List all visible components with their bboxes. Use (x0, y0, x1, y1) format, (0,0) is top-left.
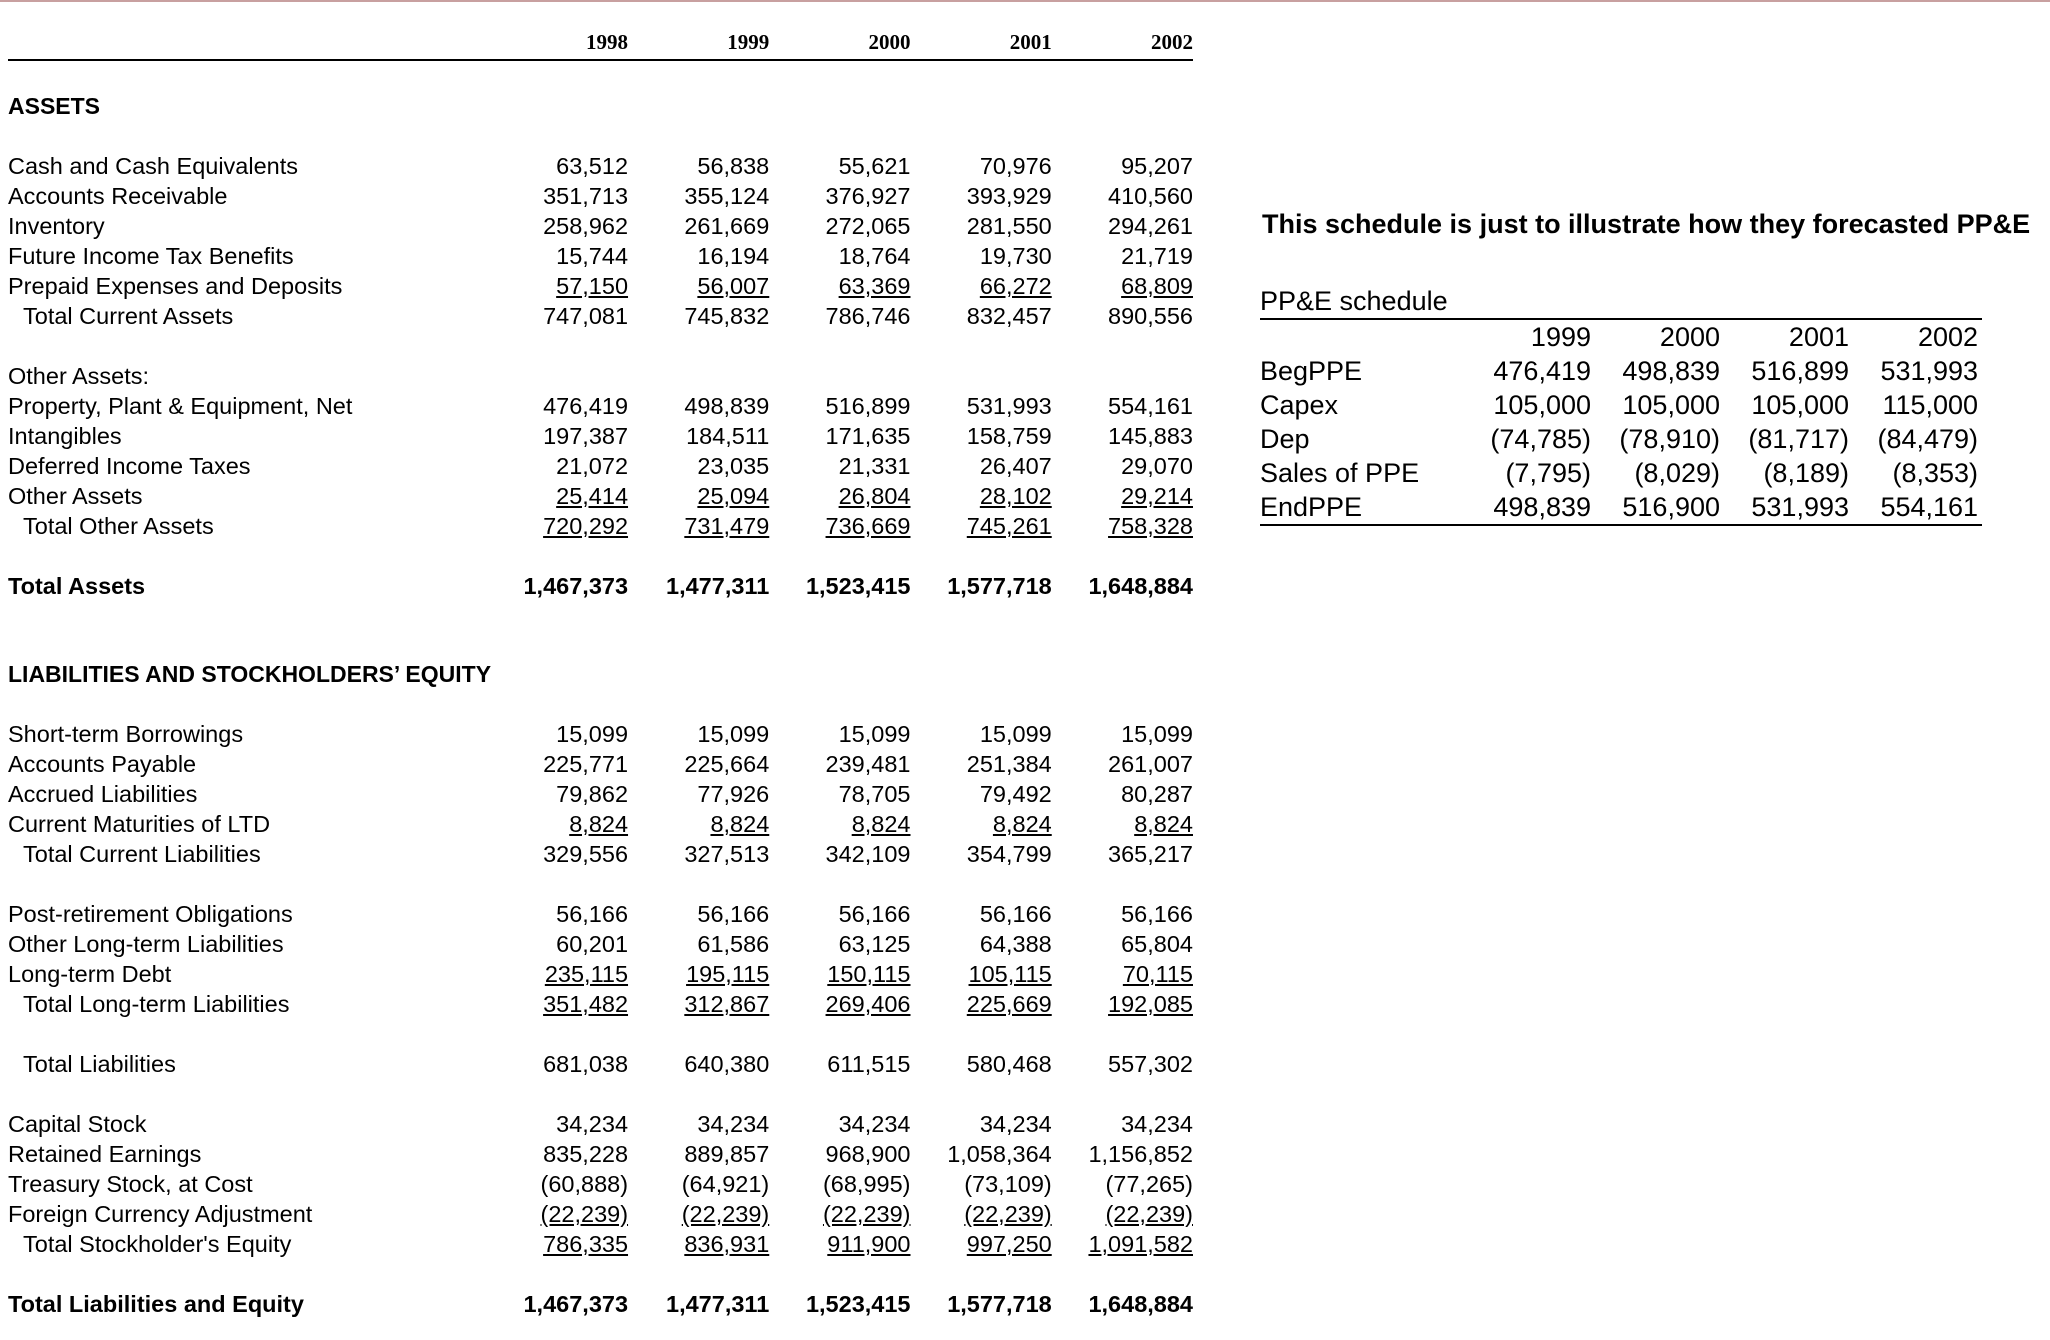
row-label: Accrued Liabilities (8, 781, 198, 807)
cell-value: (74,785) (1490, 424, 1591, 454)
row-label: Inventory (8, 213, 105, 239)
schedule-note: This schedule is just to illustrate how they forecasted PP&E (1262, 209, 2031, 239)
cell-value: 34,234 (697, 1111, 770, 1137)
table-row (8, 1199, 1193, 1229)
cell-value: 70,115 (1122, 961, 1193, 987)
cell-value: 80,287 (1121, 781, 1193, 807)
cell-value: 786,746 (825, 303, 911, 329)
cell-value: 25,094 (697, 483, 770, 509)
cell-value: 239,481 (825, 751, 911, 777)
cell-value: 184,511 (686, 423, 770, 449)
cell-value: 15,099 (979, 721, 1052, 747)
cell-value: 26,407 (979, 453, 1052, 479)
cell-value: 531,993 (1724, 490, 1853, 525)
table-row (1260, 490, 1982, 525)
cell-value: 890,556 (1108, 303, 1193, 329)
table-row (1260, 422, 1982, 456)
cell-value: 8,824 (569, 811, 629, 837)
cell-value: 365,217 (1108, 841, 1193, 867)
year-header: 1999 (1530, 322, 1591, 352)
cell-value: 889,857 (684, 1141, 770, 1167)
cell-value: 1,156,852 (1088, 1141, 1193, 1167)
cell-value: 34,234 (556, 1111, 629, 1137)
cell-value: 354,799 (966, 841, 1052, 867)
cell-value: 557,302 (1108, 1051, 1193, 1077)
cell-value: 95,207 (1121, 153, 1193, 179)
cell-value: 171,635 (825, 423, 911, 449)
row-label: EndPPE (1260, 490, 1466, 525)
cell-value: 745,261 (966, 513, 1052, 539)
row-label: Accounts Receivable (8, 183, 228, 209)
cell-value: 65,804 (1121, 931, 1193, 957)
row-label: Treasury Stock, at Cost (8, 1171, 253, 1197)
cell-value: 225,771 (543, 751, 629, 777)
cell-value: (22,239) (964, 1201, 1052, 1227)
row-label: Retained Earnings (8, 1141, 202, 1167)
cell-value: 1,523,415 (805, 573, 911, 599)
row-label: Cash and Cash Equivalents (8, 153, 299, 179)
cell-value: (8,189) (1763, 458, 1849, 488)
row-label: Short-term Borrowings (8, 721, 244, 747)
cell-value: 61,586 (697, 931, 770, 957)
row-label: Long-term Debt (8, 961, 172, 987)
cell-value: 64,388 (979, 931, 1052, 957)
row-label: Total Other Assets (23, 513, 214, 539)
cell-value: (22,239) (540, 1201, 629, 1227)
cell-value: 294,261 (1108, 213, 1193, 239)
cell-value: 70,976 (979, 153, 1052, 179)
cell-value: 66,272 (979, 273, 1052, 299)
cell-value: 56,166 (1121, 901, 1193, 927)
cell-value: 55,621 (838, 153, 911, 179)
table-row (8, 211, 1193, 241)
cell-value: 57,150 (556, 273, 629, 299)
row-label: Total Liabilities (23, 1051, 176, 1077)
cell-value: 8,824 (851, 811, 911, 837)
cell-value: 312,867 (684, 991, 770, 1017)
cell-value: 115,000 (1882, 390, 1979, 420)
cell-value: 272,065 (825, 213, 911, 239)
table-row (8, 421, 1193, 451)
table-row (8, 1109, 1193, 1139)
ppe-schedule-title: PP&E schedule (1260, 284, 1982, 319)
cell-value: 29,214 (1121, 483, 1193, 509)
cell-value: 410,560 (1108, 183, 1193, 209)
cell-value: 79,862 (556, 781, 629, 807)
cell-value: (60,888) (540, 1171, 629, 1197)
cell-value: 516,900 (1595, 490, 1724, 525)
cell-value: 105,115 (968, 961, 1052, 987)
cell-value: 736,669 (825, 513, 911, 539)
cell-value: 105,000 (1622, 390, 1720, 420)
cell-value: 997,250 (966, 1231, 1052, 1257)
cell-value: (22,239) (681, 1201, 770, 1227)
cell-value: 18,764 (838, 243, 911, 269)
cell-value: 269,406 (825, 991, 911, 1017)
cell-value: 640,380 (684, 1051, 770, 1077)
cell-value: 26,804 (838, 483, 911, 509)
cell-value: 554,161 (1853, 490, 1982, 525)
cell-value: 197,387 (543, 423, 629, 449)
cell-value: 355,124 (684, 183, 770, 209)
cell-value: 1,577,718 (947, 573, 1052, 599)
cell-value: (73,109) (964, 1171, 1052, 1197)
cell-value: 56,166 (556, 901, 629, 927)
cell-value: 78,705 (838, 781, 911, 807)
cell-value: 15,744 (556, 243, 629, 269)
cell-value: (7,795) (1505, 458, 1591, 488)
cell-value: 1,058,364 (947, 1141, 1052, 1167)
cell-value: 28,102 (979, 483, 1052, 509)
cell-value: 34,234 (979, 1111, 1052, 1137)
cell-value: 611,515 (827, 1051, 911, 1077)
cell-value: 1,477,311 (666, 1291, 770, 1317)
cell-value: 34,234 (1121, 1111, 1193, 1137)
year-header: 1998 (487, 21, 628, 60)
cell-value: (22,239) (1105, 1201, 1193, 1227)
cell-value: 531,993 (966, 393, 1052, 419)
cell-value: 225,664 (684, 751, 770, 777)
cell-value: 56,838 (697, 153, 770, 179)
cell-value: 105,000 (1751, 390, 1849, 420)
row-label: Capital Stock (8, 1111, 147, 1137)
cell-value: 1,523,415 (805, 1291, 911, 1317)
cell-value: 498,839 (1622, 356, 1720, 386)
cell-value: 258,962 (543, 213, 629, 239)
cell-value: (68,995) (822, 1171, 911, 1197)
total-liabilities-row (8, 1049, 1193, 1079)
table-row (1260, 388, 1982, 422)
row-label: Total Current Liabilities (23, 841, 261, 867)
row-label: Total Liabilities and Equity (8, 1291, 304, 1317)
cell-value: 63,369 (838, 273, 911, 299)
cell-value: 192,085 (1108, 991, 1193, 1017)
cell-value: 56,007 (697, 273, 770, 299)
cell-value: (22,239) (822, 1201, 911, 1227)
row-label: Post-retirement Obligations (8, 901, 293, 927)
cell-value: 747,081 (543, 303, 629, 329)
cell-value: 531,993 (1880, 356, 1979, 386)
table-row (1260, 456, 1982, 490)
cell-value: 329,556 (543, 841, 629, 867)
row-label: Current Maturities of LTD (8, 811, 271, 837)
cell-value: 836,931 (684, 1231, 770, 1257)
cell-value: 235,115 (544, 961, 629, 987)
cell-value: 251,384 (966, 751, 1052, 777)
cell-value: (84,479) (1877, 424, 1979, 454)
row-label: Total Stockholder's Equity (23, 1231, 292, 1257)
row-label: Total Assets (8, 573, 146, 599)
row-label: Deferred Income Taxes (8, 453, 251, 479)
row-label: Prepaid Expenses and Deposits (8, 273, 343, 299)
ppe-schedule-table (1260, 284, 1982, 526)
cell-value: 23,035 (697, 453, 770, 479)
cell-value: 498,839 (1466, 490, 1595, 525)
assets-heading: ASSETS (8, 93, 101, 119)
cell-value: 225,669 (966, 991, 1052, 1017)
cell-value: 1,648,884 (1088, 573, 1193, 599)
table-row (8, 1139, 1193, 1169)
cell-value: 60,201 (556, 931, 629, 957)
cell-value: 195,115 (686, 961, 770, 987)
cell-value: 56,166 (697, 901, 770, 927)
cell-value: 342,109 (825, 841, 911, 867)
cell-value: 911,900 (827, 1231, 911, 1257)
row-label: Foreign Currency Adjustment (8, 1201, 313, 1227)
cell-value: 327,513 (684, 841, 770, 867)
table-row (8, 779, 1193, 809)
table-row (8, 481, 1193, 511)
row-label: BegPPE (1260, 356, 1363, 386)
cell-value: 1,467,373 (523, 573, 629, 599)
table-row (8, 929, 1193, 959)
cell-value: 15,099 (697, 721, 770, 747)
subtotal-row (8, 511, 1193, 541)
cell-value: 158,759 (966, 423, 1052, 449)
total-assets-row (8, 571, 1193, 601)
cell-value: 79,492 (979, 781, 1052, 807)
cell-value: 105,000 (1493, 390, 1591, 420)
cell-value: 16,194 (697, 243, 770, 269)
cell-value: 580,468 (966, 1051, 1052, 1077)
year-header: 2001 (1788, 322, 1849, 352)
row-label: Dep (1260, 424, 1310, 454)
year-header-row (8, 21, 1193, 60)
liabilities-heading: LIABILITIES AND STOCKHOLDERS’ EQUITY (8, 661, 492, 687)
cell-value: 261,669 (684, 213, 770, 239)
cell-value: (64,921) (681, 1171, 770, 1197)
cell-value: 786,335 (543, 1231, 629, 1257)
year-header: 2002 (1052, 21, 1193, 60)
cell-value: 731,479 (684, 513, 770, 539)
cell-value: 835,228 (543, 1141, 629, 1167)
cell-value: 351,482 (543, 991, 629, 1017)
cell-value: 516,899 (1751, 356, 1849, 386)
subtotal-row (8, 989, 1193, 1019)
cell-value: 476,419 (543, 393, 629, 419)
cell-value: (78,910) (1619, 424, 1720, 454)
balance-sheet-table (8, 21, 1193, 1319)
top-border-rule (0, 0, 2050, 2)
row-label: Total Current Assets (23, 303, 234, 329)
cell-value: 393,929 (966, 183, 1052, 209)
cell-value: 476,419 (1493, 356, 1591, 386)
other-assets-heading: Other Assets: (8, 363, 150, 389)
cell-value: 56,166 (838, 901, 911, 927)
cell-value: 758,328 (1108, 513, 1193, 539)
cell-value: 15,099 (1121, 721, 1193, 747)
year-header: 1999 (628, 21, 769, 60)
table-row (8, 151, 1193, 181)
cell-value: 8,824 (992, 811, 1052, 837)
cell-value: 8,824 (710, 811, 770, 837)
cell-value: 498,839 (684, 393, 770, 419)
row-label: Future Income Tax Benefits (8, 243, 294, 269)
cell-value: 77,926 (697, 781, 770, 807)
ppe-year-header-row (1260, 319, 1982, 354)
cell-value: 56,166 (979, 901, 1052, 927)
cell-value: 1,467,373 (523, 1291, 629, 1317)
cell-value: 681,038 (543, 1051, 629, 1077)
cell-value: 34,234 (838, 1111, 911, 1137)
cell-value: 1,091,582 (1088, 1231, 1193, 1257)
year-header: 2000 (1659, 322, 1720, 352)
table-row (8, 719, 1193, 749)
subtotal-row (8, 301, 1193, 331)
row-label: Capex (1260, 390, 1339, 420)
cell-value: 516,899 (825, 393, 911, 419)
row-label: Total Long-term Liabilities (23, 991, 290, 1017)
table-row (8, 959, 1193, 989)
row-label: Accounts Payable (8, 751, 197, 777)
cell-value: 21,072 (556, 453, 629, 479)
year-header: 2000 (769, 21, 910, 60)
table-row (8, 1169, 1193, 1199)
table-row (1260, 354, 1982, 388)
cell-value: 376,927 (825, 183, 911, 209)
row-label: Other Long-term Liabilities (8, 931, 284, 957)
table-row (8, 899, 1193, 929)
cell-value: 1,577,718 (947, 1291, 1052, 1317)
cell-value: 554,161 (1108, 393, 1193, 419)
cell-value: 68,809 (1121, 273, 1193, 299)
cell-value: 351,713 (543, 183, 629, 209)
row-label: Intangibles (8, 423, 122, 449)
cell-value: 63,512 (556, 153, 629, 179)
cell-value: 720,292 (543, 513, 629, 539)
cell-value: (81,717) (1748, 424, 1849, 454)
table-row (8, 749, 1193, 779)
cell-value: 1,648,884 (1088, 1291, 1193, 1317)
cell-value: 150,115 (827, 961, 911, 987)
subtotal-row (8, 839, 1193, 869)
cell-value: 145,883 (1108, 423, 1193, 449)
cell-value: 832,457 (966, 303, 1052, 329)
cell-value: 21,331 (838, 453, 911, 479)
table-row (8, 271, 1193, 301)
cell-value: 15,099 (556, 721, 629, 747)
cell-value: (8,353) (1892, 458, 1979, 488)
cell-value: 1,477,311 (666, 573, 770, 599)
cell-value: 281,550 (966, 213, 1052, 239)
table-row (8, 241, 1193, 271)
row-label: Sales of PPE (1260, 458, 1420, 488)
subtotal-row (8, 1229, 1193, 1259)
cell-value: 19,730 (979, 243, 1052, 269)
cell-value: 745,832 (684, 303, 770, 329)
cell-value: 63,125 (838, 931, 911, 957)
table-row (8, 181, 1193, 211)
year-header: 2001 (911, 21, 1052, 60)
year-header: 2002 (1917, 322, 1979, 352)
cell-value: (8,029) (1634, 458, 1720, 488)
cell-value: 25,414 (556, 483, 629, 509)
table-row (8, 391, 1193, 421)
row-label: Other Assets (8, 483, 143, 509)
cell-value: 21,719 (1121, 243, 1193, 269)
total-liabilities-equity-row (8, 1289, 1193, 1319)
table-row (8, 451, 1193, 481)
cell-value: 8,824 (1134, 811, 1193, 837)
cell-value: 15,099 (838, 721, 911, 747)
row-label: Property, Plant & Equipment, Net (8, 393, 353, 419)
table-row (8, 809, 1193, 839)
cell-value: 968,900 (825, 1141, 911, 1167)
cell-value: 261,007 (1108, 751, 1193, 777)
cell-value: 29,070 (1121, 453, 1193, 479)
cell-value: (77,265) (1105, 1171, 1193, 1197)
